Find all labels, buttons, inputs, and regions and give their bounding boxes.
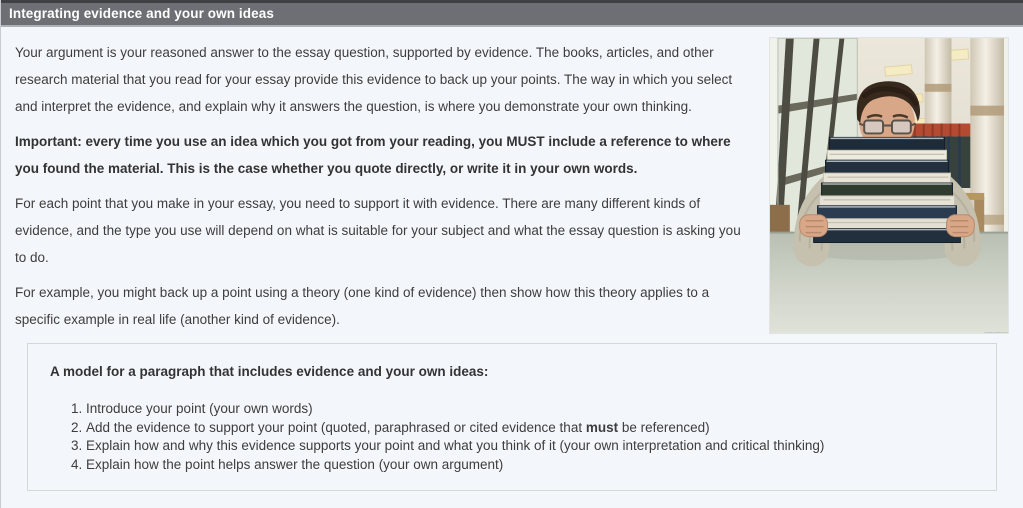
paragraph-model-box <box>27 343 997 491</box>
model-step-2: 2. Add the evidence to support your point (quoted, paraphrased or cited evidence that must be referenced) <box>86 419 984 438</box>
page-title: Integrating evidence and your own ideas <box>9 6 274 21</box>
model-step-3: 3. Explain how and why this evidence supports your point and what you think of it (your own interpretation and critical thinking) <box>86 437 984 456</box>
model-step-4: 4. Explain how the point helps answer the question (your own argument) <box>86 456 984 475</box>
student-books-photo <box>769 37 1009 334</box>
model-steps-list <box>40 400 984 474</box>
model-box-heading: A model for a paragraph that includes evidence and your own ideas: <box>50 364 489 379</box>
evidence-types-paragraph: For each point that you make in your essay, you need to support it with evidence. There are many different kinds of evidence, and the type you use will depend on what is suitable for your subject and what the essay question is asking you to do. <box>15 196 741 265</box>
intro-paragraph: Your argument is your reasoned answer to the essay question, supported by evidence. The books, articles, and other research material that you read for your essay provide this evidence to back up your points. The way in which you select and interpret the evidence, and explain why it answers the question, is where you demonstrate your own thinking. <box>15 45 733 114</box>
section-title-bar <box>1 0 1023 27</box>
content-area <box>1 27 1023 491</box>
important-note-paragraph: Important: every time you use an idea which you got from your reading, you MUST include a reference to where you found the material. This is the case whether you quote directly, or write it in your own words. <box>15 134 731 176</box>
model-step-1: 1. Introduce your point (your own words) <box>86 400 984 419</box>
example-paragraph: For example, you might back up a point using a theory (one kind of evidence) then show how this theory applies to a specific example in real life (another kind of evidence). <box>15 285 710 327</box>
library-photo-illustration <box>770 38 1008 333</box>
